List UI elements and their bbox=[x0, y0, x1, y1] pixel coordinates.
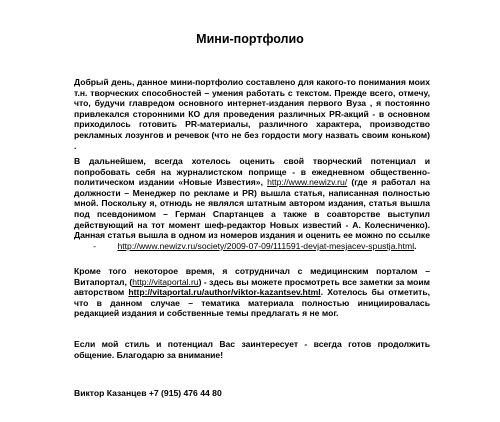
vitaportal-text-a: Кроме того некоторое время, я сотрудничал с медицинским порталом – Витапортал, ( bbox=[74, 266, 430, 287]
vitaportal-home-link[interactable]: http://vitaportal.ru bbox=[132, 276, 199, 287]
newizv-paragraph bbox=[74, 156, 430, 251]
signature-contact: Виктор Казанцев +7 (915) 476 44 80 bbox=[74, 388, 222, 398]
vitaportal-author-link[interactable]: http://vitaportal.ru/author/viktor-kazantsev.html bbox=[128, 287, 321, 298]
vitaportal-text-b: ) - здесь вы можете просмотреть все заметки за моим авторством bbox=[74, 276, 430, 298]
newizv-home-link[interactable]: http://www.newizv.ru/ bbox=[267, 177, 348, 188]
newizv-text-a: В дальнейшем, всегда хотелось оценить свой творческий потенциал и попробовать себя на журналистском поприще - в ежедневном общественно-политическом издании «Новые Известия», bbox=[74, 156, 430, 188]
vitaportal-paragraph bbox=[74, 266, 430, 319]
page-title: Мини-портфолио bbox=[196, 32, 304, 46]
newizv-period: . bbox=[414, 240, 417, 251]
newizv-article-link[interactable]: http://www.newizv.ru/society/2009-07-09/111591-devjat-mesjacev-spustja.html bbox=[117, 240, 415, 251]
intro-paragraph: Добрый день, данное мини-портфолио составлено для какого-то понимания моих т.н. творческих способностей – умения работать с текстом. Прежде всего, отмечу, что, будучи главредом основного интернет-издания первого Вуза , я постоянно привлекался сторонними КО для проведения различных PR-акций - в основном приходилось готовить PR-материалы, различного характера, производство рекламных лозунгов и речевок (что не без гордости могу назвать своим коньком) . bbox=[74, 77, 430, 151]
closing-paragraph: Если мой стиль и потенциал Вас заинтересует - всегда готов продолжить общение. Благодарю за внимание! bbox=[74, 339, 430, 360]
newizv-dash: - bbox=[93, 240, 96, 251]
vitaportal-text-c: . Хотелось бы отметить, что в данном случае – тематика материала полностью инициировалась редакцией издания и собственные темы предлагать я не мог. bbox=[74, 287, 430, 319]
newizv-text-b: (где я работал на должности – Менеджер по рекламе и PR) вышла статья, написанная полностью мной. Поскольку я, отнюдь не являлся штатным автором издания, статья вышла под псевдонимом – Герман Спартанцев а также в соавторстве выступил действующий на тот момент шеф-редактор Новых известий - А. Колесниченко). Данная статья вышла в одном из номеров издания и оценить ее можно по ссылке bbox=[74, 177, 430, 241]
